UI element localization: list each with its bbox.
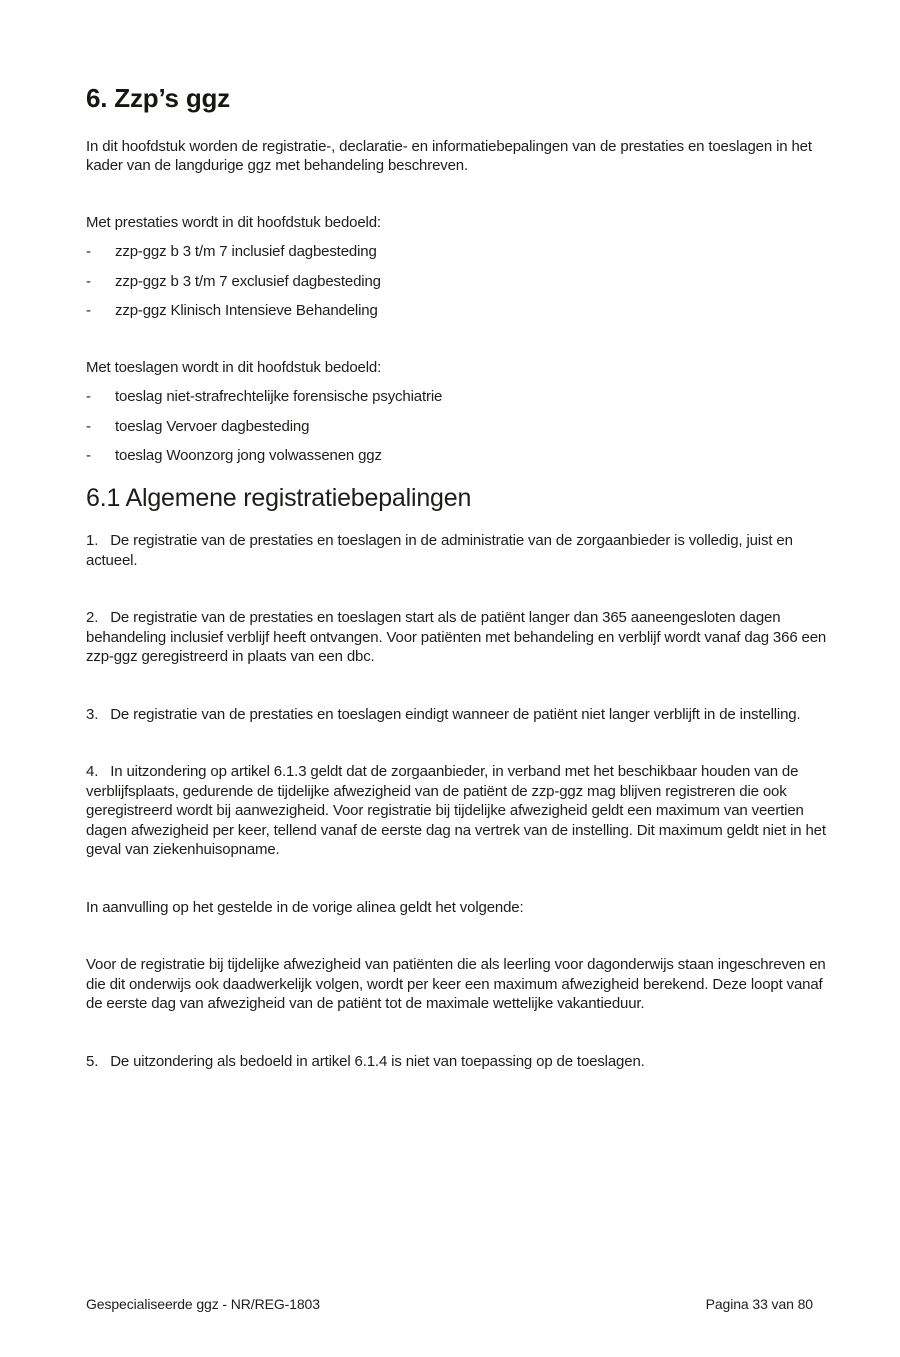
list-item-text: zzp-ggz Klinisch Intensieve Behandeling <box>115 302 378 320</box>
article-3 <box>86 705 836 725</box>
list-item <box>86 387 836 407</box>
list-item-text: zzp-ggz b 3 t/m 7 inclusief dagbesteding <box>115 243 377 261</box>
article-text: De uitzondering als bedoeld in artikel 6.1.4 is niet van toepassing op de toeslagen. <box>110 1052 645 1070</box>
dash-bullet: - <box>86 302 91 320</box>
document-page <box>0 84 900 1357</box>
dash-bullet: - <box>86 447 91 465</box>
footer-page-number: Pagina 33 van 80 <box>705 1296 813 1312</box>
article-text: In uitzondering op artikel 6.1.3 geldt dat de zorgaanbieder, in verband met het beschikbaar houden van de verblijfsplaats, gedurende de tijdelijke afwezigheid van de patiënt de zzp-ggz mag blijven registreren die ook geregistreerd wordt bij aanwezigheid. Voor registratie bij tijdelijke afwezigheid geldt een maximum van veertien dagen afwezigheid per keer, tellend vanaf de eerste dag na vertrek van de instelling. Dit maximum geldt niet in het geval van ziekenhuisopname. <box>86 763 826 859</box>
dash-bullet: - <box>86 272 91 290</box>
list-item <box>86 301 836 321</box>
article-4 <box>86 762 836 860</box>
footer-document-id: Gespecialiseerde ggz - NR/REG-1803 <box>86 1296 320 1312</box>
intro-paragraph: In dit hoofdstuk worden de registratie-, declaratie- en informatiebepalingen van de prestaties en toeslagen in het kader van de langdurige ggz met behandeling beschreven. <box>86 137 812 175</box>
list-item-text: toeslag niet-strafrechtelijke forensische psychiatrie <box>115 388 443 406</box>
toeslagen-list <box>86 387 836 466</box>
article-number: 5. <box>86 1052 99 1070</box>
section-title: 6.1 Algemene registratiebepalingen <box>86 483 472 512</box>
chapter-title: 6. Zzp’s ggz <box>86 83 230 113</box>
dash-bullet: - <box>86 388 91 406</box>
article-number: 4. <box>86 763 99 781</box>
list-item-text: toeslag Woonzorg jong volwassenen ggz <box>115 447 382 465</box>
list-item-text: toeslag Vervoer dagbesteding <box>115 417 310 435</box>
list-item <box>86 272 836 292</box>
article-text: De registratie van de prestaties en toeslagen eindigt wanneer de patiënt niet langer verblijft in de instelling. <box>110 705 801 723</box>
article-text: De registratie van de prestaties en toeslagen start als de patiënt langer dan 365 aaneengesloten dagen behandeling inclusief verblijf heeft ontvangen. Voor patiënten met behandeling en verblijf wordt vanaf dag 366 een zzp-ggz geregistreerd in plaats van een dbc. <box>86 609 827 666</box>
article-number: 2. <box>86 609 99 627</box>
leerling-paragraph: Voor de registratie bij tijdelijke afwezigheid van patiënten die als leerling voor dagonderwijs staan ingeschreven en die dit onderwijs ook daadwerkelijk volgen, wordt per keer een maximum afwezigheid berekend. Deze loopt vanaf de eerste dag van afwezigheid van de patiënt tot de maximale wettelijke vakantieduur. <box>86 956 826 1013</box>
prestaties-list <box>86 242 836 321</box>
prestaties-intro: Met prestaties wordt in dit hoofdstuk bedoeld: <box>86 213 381 231</box>
article-text: De registratie van de prestaties en toeslagen in de administratie van de zorgaanbieder is volledig, juist en actueel. <box>86 532 793 569</box>
dash-bullet: - <box>86 417 91 435</box>
list-item <box>86 242 836 262</box>
dash-bullet: - <box>86 243 91 261</box>
article-5 <box>86 1052 836 1072</box>
page-footer <box>86 1296 813 1312</box>
toeslagen-intro: Met toeslagen wordt in dit hoofdstuk bedoeld: <box>86 358 382 376</box>
article-number: 1. <box>86 532 99 550</box>
article-number: 3. <box>86 705 99 723</box>
list-item <box>86 446 836 466</box>
article-2 <box>86 608 836 667</box>
article-1 <box>86 531 836 570</box>
list-item-text: zzp-ggz b 3 t/m 7 exclusief dagbesteding <box>115 272 381 290</box>
list-item <box>86 417 836 437</box>
aanvulling-paragraph: In aanvulling op het gestelde in de vorige alinea geldt het volgende: <box>86 898 524 916</box>
